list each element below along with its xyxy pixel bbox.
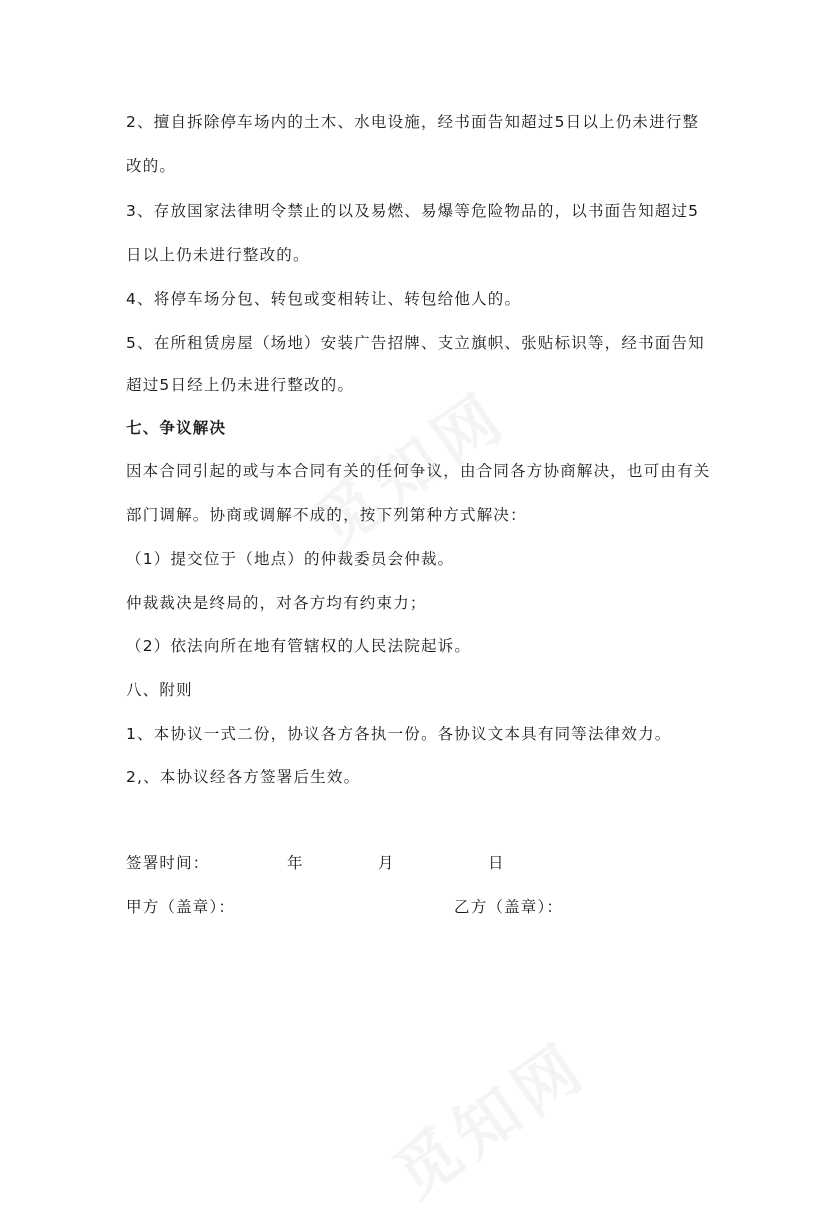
party-a-seal: 甲方（盖章）：: [126, 898, 236, 916]
signing-time-label: 签署时间：: [126, 854, 210, 872]
section-8-heading: 八、附则: [126, 681, 193, 699]
section-7-line-2: 部门调解。协商或调解不成的，按下列第种方式解决：: [126, 506, 527, 524]
section-8-line-2: 2,、本协议经各方签署后生效。: [126, 768, 361, 786]
section-7-line-3: （1）提交位于（地点）的仲裁委员会仲裁。: [126, 550, 455, 568]
section-7-heading: 七、争议解决: [126, 419, 227, 437]
watermark: [373, 1016, 603, 1215]
clause-3-line-1: 3、存放国家法律明令禁止的以及易燃、易爆等危险物品的，以书面告知超过5: [126, 202, 700, 220]
section-8-line-1: 1、本协议一式二份，协议各方各执一份。各协议文本具有同等法律效力。: [126, 725, 672, 743]
clause-5-line-2: 超过5日经上仍未进行整改的。: [126, 376, 355, 394]
section-7-line-1: 因本合同引起的或与本合同有关的任何争议，由合同各方协商解决，也可由有关: [126, 462, 711, 480]
section-7-line-5: （2）依法向所在地有管辖权的人民法院起诉。: [126, 637, 472, 655]
clause-5-line-1: 5、在所租赁房屋（场地）安装广告招牌、支立旗帜、张贴标识等，经书面告知: [126, 334, 705, 352]
section-7-line-4: 仲裁裁决是终局的，对各方均有约束力；: [126, 594, 427, 612]
signing-year: 年: [287, 854, 304, 872]
clause-2-line-2: 改的。: [126, 157, 177, 175]
clause-2-line-1: 2、擅自拆除停车场内的土木、水电设施，经书面告知超过5日以上仍未进行整: [126, 113, 700, 131]
clause-4-line-1: 4、将停车场分包、转包或变相转让、转包给他人的。: [126, 290, 522, 308]
party-b-seal: 乙方（盖章）：: [454, 898, 564, 916]
signing-month: 月: [378, 854, 395, 872]
signing-day: 日: [488, 854, 505, 872]
clause-3-line-2: 日以上仍未进行整改的。: [126, 246, 310, 264]
